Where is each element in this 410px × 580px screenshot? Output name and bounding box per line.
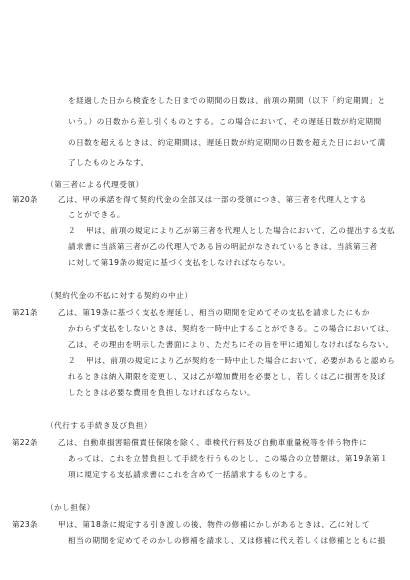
text-line: 項に規定する支払請求書にこれを含めて一括請求するものとする。 [68, 470, 313, 479]
text-line: を経過した日から検査をした日までの期間の日数は、前項の期間（以下「約定期間」と [68, 96, 386, 105]
text-line: 乙は、第19条に基づく支払を遅延し、相当の期間を定めてその支払を請求したにもか [58, 308, 371, 317]
text-line: 乙は、その理由を明示した書面により、ただちにその旨を甲に通知しなければならない。 [68, 340, 394, 349]
text-line: ことができる。 [68, 210, 126, 219]
text-line: かわらず支払をしないときは、契約を一時中止することができる。この場合においては、 [68, 324, 394, 333]
text-line: あっては、これを立替負担して手続を行うものとし、この場合の立替額は、第19条第１ [68, 454, 389, 463]
section-heading: （かし担保） [46, 503, 95, 512]
text-line: 甲は、前項の規定により乙が契約を一時中止した場合において、必要があると認めら [86, 356, 396, 365]
text-line: したときは必要な費用を負担しなければならない。 [68, 388, 256, 397]
paragraph-number: ２ [68, 226, 76, 235]
text-line: 了したものとみなす。 [68, 158, 149, 167]
article-number: 第20条 [12, 195, 38, 204]
article-number: 第21条 [12, 308, 38, 317]
article-number: 第22条 [12, 438, 38, 447]
text-line: れるときは納入期限を変更し、又は乙が増加費用を必要とし、若しくは乙に損害を及ぼ [68, 372, 386, 381]
section-heading: （第三者による代理受領） [46, 180, 144, 189]
text-line: 請求書に当該第三者が乙の代理人である旨の明記がなされているときは、当該第三者 [68, 242, 378, 251]
text-line: に対して第19条の規定に基づく支払をしなければならない。 [68, 258, 291, 267]
paragraph-number: ２ [68, 356, 76, 365]
article-number: 第23条 [12, 520, 38, 529]
text-line: 乙は、甲の承諾を得て契約代金の全部又は一部の受領につき、第三者を代理人とする [58, 195, 368, 204]
text-line: 乙は、自動車損害賠償責任保険を除く、車検代行料及び自動車重量税等を伴う物件に [58, 438, 368, 447]
text-line: いう。）の日数から差し引くものとする。この場合において、その遅延日数が約定期間 [68, 117, 382, 126]
text-line: の日数を超えるときは、約定期間は、遅延日数が約定期間の日数を超えた日において満 [68, 138, 386, 147]
section-heading: （契約代金の不払に対する契約の中止） [46, 291, 193, 300]
text-line: 甲は、第18条に規定する引き渡しの後、物件の修補にかしがあるときは、乙に対して [58, 520, 371, 529]
section-heading: （代行する手続き及び負担） [46, 421, 152, 430]
text-line: 相当の期間を定めてそのかしの修補を請求し、又は修補に代え若しくは修補とともに損 [68, 536, 386, 545]
text-line: 甲は、前項の規定により乙が第三者を代理人とした場合において、乙の提出する支払 [86, 226, 396, 235]
